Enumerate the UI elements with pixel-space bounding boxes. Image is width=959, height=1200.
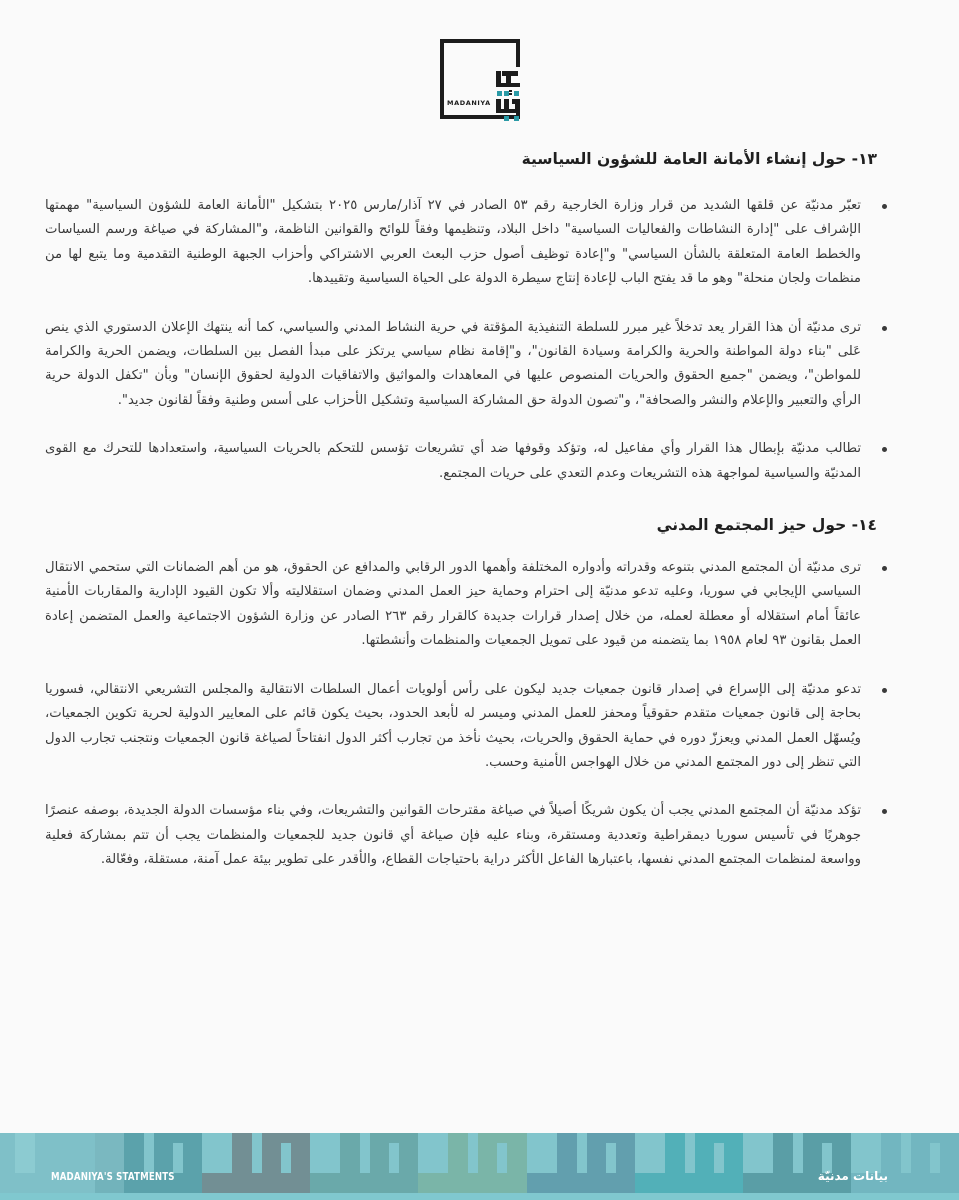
bullet-item: ترى مدنيّة أن المجتمع المدني بتنوعه وقدراته وأدواره المختلفة وأهمها الدور الرقابي والمدافع عن الحقوق، هو من أهم الضمانات التي ستحمي الانتقال السياسي الإيجابي في سوريا، وعليه تدعو مدنيّة إلى احترام وحماية حيز العمل المدني وضمان استقلاليته وألا تكون القيود الإدارية والمقاربات الأمنية عائقاً أمام استقلاله أو معطلة لعمله، من خلال إصدار قرارات جديدة كالقرار رقم ٢٦٣ الصادر عن وزارة الشؤون الاجتماعية والعمل المتضمن إعادة العمل بقانون ٩٣ لعام ١٩٥٨ بما يتضمنه من قيود على تمويل الجمعيات والمنظمات وأنشطتها. [45,556,889,654]
madaniya-logo [440,39,520,119]
bullet-item: تؤكد مدنيّة أن المجتمع المدني يجب أن يكون شريكًا أصيلاً في صياغة مقترحات القوانين والتشريعات، وفي بناء مؤسسات الدولة الجديدة، بوصفه عنصرًا جوهريًا في تأسيس سوريا ديمقراطية وتعددية ومستقرة، وبناء عليه فإن صياغة أي قانون جديد للجمعيات والمنظمات يجب أن تتم بمشاركة فعلية وواسعة لمنظمات المجتمع المدني نفسها، باعتبارها الفاعل الأكثر دراية باحتياجات القطاع، والأقدر على تطوير بيئة عمل آمنة، مستقلة، وفعّالة. [45,799,889,872]
section-14 [45,506,889,872]
footer-band [0,1133,959,1200]
bullet-item: تعبّر مدنيّة عن قلقها الشديد من قرار وزارة الخارجية رقم ٥٣ الصادر في ٢٧ آذار/مارس ٢٠٢٥ بتشكيل "الأمانة العامة للشؤون السياسية" مهمتها الإشراف على "إدارة النشاطات والفعاليات السياسية" داخل البلاد، وتنظيمها وفقاً للوائح والقوانين الناظمة، و"المشاركة في صياغة ورسم السياسات والخطط العامة المتعلقة بالشأن السياسي" و"إعادة توظيف أصول حزب البعث العربي الاشتراكي وأحزاب الجبهة الوطنية التقدمية وما يتبع لها من منظمات ولجان منحلة" وهو ما قد يفتح الباب لإعادة إنتاج سيطرة الدولة على الحياة السياسية وتقييدها. [45,194,889,292]
section-13 [45,140,889,486]
footer-right-label: بيانات مدنيّة [817,1169,888,1183]
bullet-list [45,556,889,872]
bullet-list [45,194,889,486]
bullet-item: تطالب مدنيّة بإبطال هذا القرار وأي مفاعيل له، وتؤكد وقوفها ضد أي تشريعات تؤسس للتحكم بالحريات السياسية، واستعدادها للتحرك مع القوى المدنيّة والسياسية لمواجهة هذه التشريعات وعدم التعدي على حريات المجتمع. [45,437,889,486]
bullet-item: ترى مدنيّة أن هذا القرار يعد تدخلاً غير مبرر للسلطة التنفيذية المؤقتة في حرية النشاط المدني والسياسي، كما أنه ينتهك الإعلان الدستوري الذي ينص عَلى "بناء دولة المواطنة والحرية والكرامة وسيادة القانون"، و"إقامة نظام سياسي يرتكز على مبدأ الفصل بين السلطات، ويضمن الحرية والكرامة للمواطن"، ويضمن "جميع الحقوق والحريات المنصوص عليها في المعاهدات والمواثيق والاتفاقيات الدولية لحقوق الإنسان" وبأن "تكفل الدولة حرية الرأي والتعبير والإعلام والنشر والصحافة"، و"تصون الدولة حق المشاركة السياسية وتشكيل الأحزاب على أسس وطنية وفقاً لقانون جديد". [45,316,889,414]
section-title: ١٤- حول حيز المجتمع المدني [656,516,877,535]
section-title: ١٣- حول إنشاء الأمانة العامة للشؤون السياسية [521,150,877,168]
bullet-item: تدعو مدنيّة إلى الإسراع في إصدار قانون جمعيات جديد ليكون على رأس أولويات أعمال السلطات الانتقالية والمجلس التشريعي الانتقالي، فسوريا بحاجة إلى قانون جمعيات متقدم حقوقياً ومحفز للعمل المدني وميسر له لأبعد الحدود، بحيث يكون قائم على المعايير الدولية لحرية تكوين الجمعيات، ويُسهّل العمل المدني ويعززّ دوره في حماية الحقوق والحريات، بحيث نأخذ من تجارب أكثر الدول انفتاحاً لصياغة قانون الجمعيات ونتجنب تجارب الدول التي تنظر إلى دور المجتمع المدني من خلال الهواجس الأمنية وحسب. [45,678,889,776]
logo-text: MADANIYA [447,99,491,107]
footer-left-label: MADANIYA'S STATMENTS [51,1171,175,1183]
logo-frame-edge [516,39,520,67]
statement-body [45,140,889,897]
